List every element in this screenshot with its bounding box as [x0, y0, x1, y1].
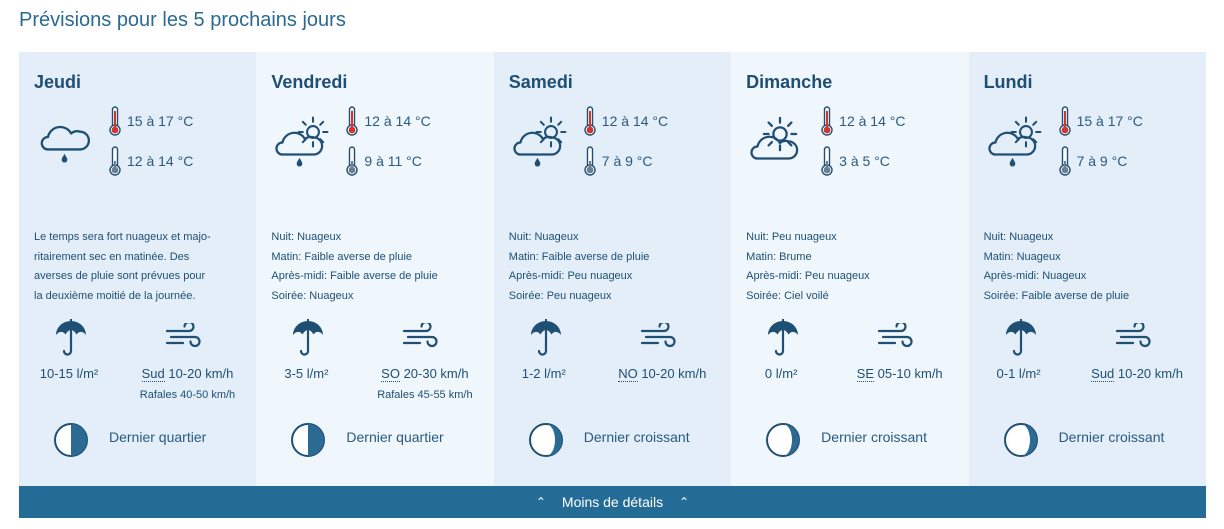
- umbrella-icon: [1005, 318, 1037, 358]
- moon-waning-crescent-icon: [528, 422, 564, 458]
- moon-last-quarter-icon: [290, 422, 326, 458]
- day-card: [256, 52, 493, 486]
- wind-gusts: Rafales 45-55 km/h: [377, 389, 473, 401]
- forecast-description: [984, 228, 1196, 306]
- precipitation-value: 1-2 l/m²: [521, 366, 566, 381]
- sun-cloud-rain-icon: [270, 115, 336, 167]
- wind-value: [356, 366, 493, 381]
- desc-line: Après-midi: Faible averse de pluie: [271, 270, 438, 282]
- temp-min-value: 12 à 14 °C: [127, 153, 194, 169]
- temp-max: [821, 106, 905, 136]
- desc-line: Après-midi: Nuageux: [983, 270, 1087, 282]
- forecast-description: [271, 228, 483, 306]
- wind-direction[interactable]: NO: [618, 366, 638, 381]
- wind-value: [831, 366, 968, 381]
- thermometer-hot-icon: [584, 106, 596, 136]
- forecast-panel: [19, 52, 1206, 486]
- wind-speed: 10-20 km/h: [637, 366, 707, 381]
- moon-phase-label: Dernier quartier: [346, 429, 444, 445]
- wind-direction[interactable]: SE: [856, 366, 875, 381]
- precipitation-value: 3-5 l/m²: [284, 366, 329, 381]
- desc-line: Matin: Faible averse de pluie: [271, 250, 413, 263]
- day-card: [494, 52, 731, 486]
- moon-phase-label: Dernier croissant: [583, 429, 690, 445]
- temp-min: [1059, 146, 1128, 176]
- wind-value: [119, 366, 256, 381]
- precipitation-value: 10-15 l/m²: [39, 366, 99, 381]
- wind-icon: [640, 323, 676, 349]
- temp-min: [109, 146, 193, 176]
- day-card: [969, 52, 1206, 486]
- day-name: Samedi: [508, 72, 573, 92]
- wind-speed: 10-20 km/h: [1114, 366, 1183, 381]
- desc-line: Soirée: Nuageux: [271, 289, 354, 302]
- cloud-rain-icon: [33, 115, 99, 167]
- temp-min-value: 7 à 9 °C: [1076, 153, 1128, 169]
- temp-max-value: 12 à 14 °C: [839, 113, 906, 129]
- wind-direction[interactable]: Sud: [1091, 366, 1115, 381]
- umbrella-icon: [55, 318, 87, 358]
- desc-line: Nuit: Nuageux: [983, 231, 1054, 243]
- desc-line: ritairement sec en matinée. Des: [34, 250, 190, 263]
- sun-cloud-rain-icon: [983, 115, 1049, 167]
- thermometer-cold-icon: [109, 146, 121, 176]
- temp-min-value: 3 à 5 °C: [839, 153, 890, 169]
- forecast-description: [34, 228, 246, 306]
- desc-line: Soirée: Peu nuageux: [508, 289, 612, 302]
- desc-line: Soirée: Ciel voilé: [746, 289, 829, 302]
- temp-max-value: 15 à 17 °C: [127, 113, 194, 129]
- chevron-up-icon: ⌃: [535, 495, 546, 509]
- toggle-details-label: Moins de détails: [561, 494, 664, 510]
- wind-speed: 10-20 km/h: [164, 366, 234, 381]
- desc-line: averses de pluie sont prévues pour: [34, 270, 206, 282]
- desc-line: Après-midi: Peu nuageux: [508, 270, 633, 282]
- sun-cloud-rain-icon: [508, 115, 574, 167]
- temp-min-value: 7 à 9 °C: [601, 153, 653, 169]
- temp-max: [584, 106, 668, 136]
- wind-gusts: Rafales 40-50 km/h: [139, 389, 236, 401]
- temp-min: [821, 146, 890, 176]
- day-name: Dimanche: [746, 72, 833, 92]
- day-name: Vendredi: [271, 72, 348, 92]
- desc-line: Matin: Brume: [746, 250, 812, 263]
- temp-min-value: 9 à 11 °C: [364, 153, 422, 169]
- forecast-description: [746, 228, 958, 306]
- moon-phase-label: Dernier croissant: [821, 429, 927, 445]
- thermometer-cold-icon: [1059, 146, 1071, 176]
- day-card: [731, 52, 968, 486]
- page-title: Prévisions pour les 5 prochains jours: [19, 9, 346, 31]
- umbrella-icon: [292, 318, 324, 358]
- desc-line: Après-midi: Peu nuageux: [746, 270, 870, 282]
- temp-max: [346, 106, 430, 136]
- desc-line: la deuxième moitié de la journée.: [34, 289, 196, 302]
- toggle-details-button[interactable]: [19, 486, 1206, 518]
- day-name: Jeudi: [34, 72, 82, 92]
- wind-icon: [402, 323, 438, 349]
- wind-icon: [165, 323, 201, 349]
- thermometer-hot-icon: [821, 106, 833, 136]
- thermometer-hot-icon: [1059, 106, 1071, 136]
- day-card: [19, 52, 256, 486]
- wind-direction[interactable]: Sud: [141, 366, 165, 381]
- sun-cloud-icon: [745, 115, 811, 167]
- moon-phase-label: Dernier quartier: [109, 429, 207, 445]
- desc-line: Matin: Nuageux: [983, 250, 1061, 263]
- chevron-up-icon: ⌃: [679, 495, 690, 509]
- precipitation-value: 0 l/m²: [764, 366, 798, 381]
- thermometer-hot-icon: [346, 106, 358, 136]
- wind-icon: [1115, 323, 1151, 349]
- temp-max: [109, 106, 193, 136]
- desc-line: Matin: Faible averse de pluie: [508, 250, 650, 263]
- temp-max-value: 12 à 14 °C: [364, 113, 431, 129]
- temp-max-value: 15 à 17 °C: [1076, 113, 1143, 129]
- moon-waning-crescent-icon: [765, 422, 801, 458]
- wind-value: [594, 366, 731, 381]
- umbrella-icon: [530, 318, 562, 358]
- moon-waning-crescent-icon: [1003, 422, 1039, 458]
- day-name: Lundi: [983, 72, 1033, 92]
- desc-line: Nuit: Nuageux: [271, 231, 342, 243]
- thermometer-cold-icon: [584, 146, 596, 176]
- desc-line: Soirée: Faible averse de pluie: [983, 289, 1130, 302]
- desc-line: Nuit: Peu nuageux: [746, 231, 837, 243]
- wind-speed: 20-30 km/h: [399, 366, 469, 381]
- thermometer-hot-icon: [109, 106, 121, 136]
- precipitation-value: 0-1 l/m²: [996, 366, 1041, 381]
- temp-min: [346, 146, 421, 176]
- umbrella-icon: [767, 318, 799, 358]
- desc-line: Nuit: Nuageux: [508, 231, 579, 243]
- temp-max: [1059, 106, 1143, 136]
- forecast-description: [509, 228, 721, 306]
- wind-speed: 05-10 km/h: [874, 366, 943, 381]
- moon-last-quarter-icon: [53, 422, 89, 458]
- desc-line: Le temps sera fort nuageux et majo-: [34, 231, 211, 243]
- temp-max-value: 12 à 14 °C: [601, 113, 669, 129]
- moon-phase-label: Dernier croissant: [1058, 429, 1165, 445]
- thermometer-cold-icon: [821, 146, 833, 176]
- wind-icon: [877, 323, 913, 349]
- temp-min: [584, 146, 653, 176]
- wind-direction[interactable]: SO: [381, 366, 400, 381]
- thermometer-cold-icon: [346, 146, 358, 176]
- wind-value: [1069, 366, 1206, 381]
